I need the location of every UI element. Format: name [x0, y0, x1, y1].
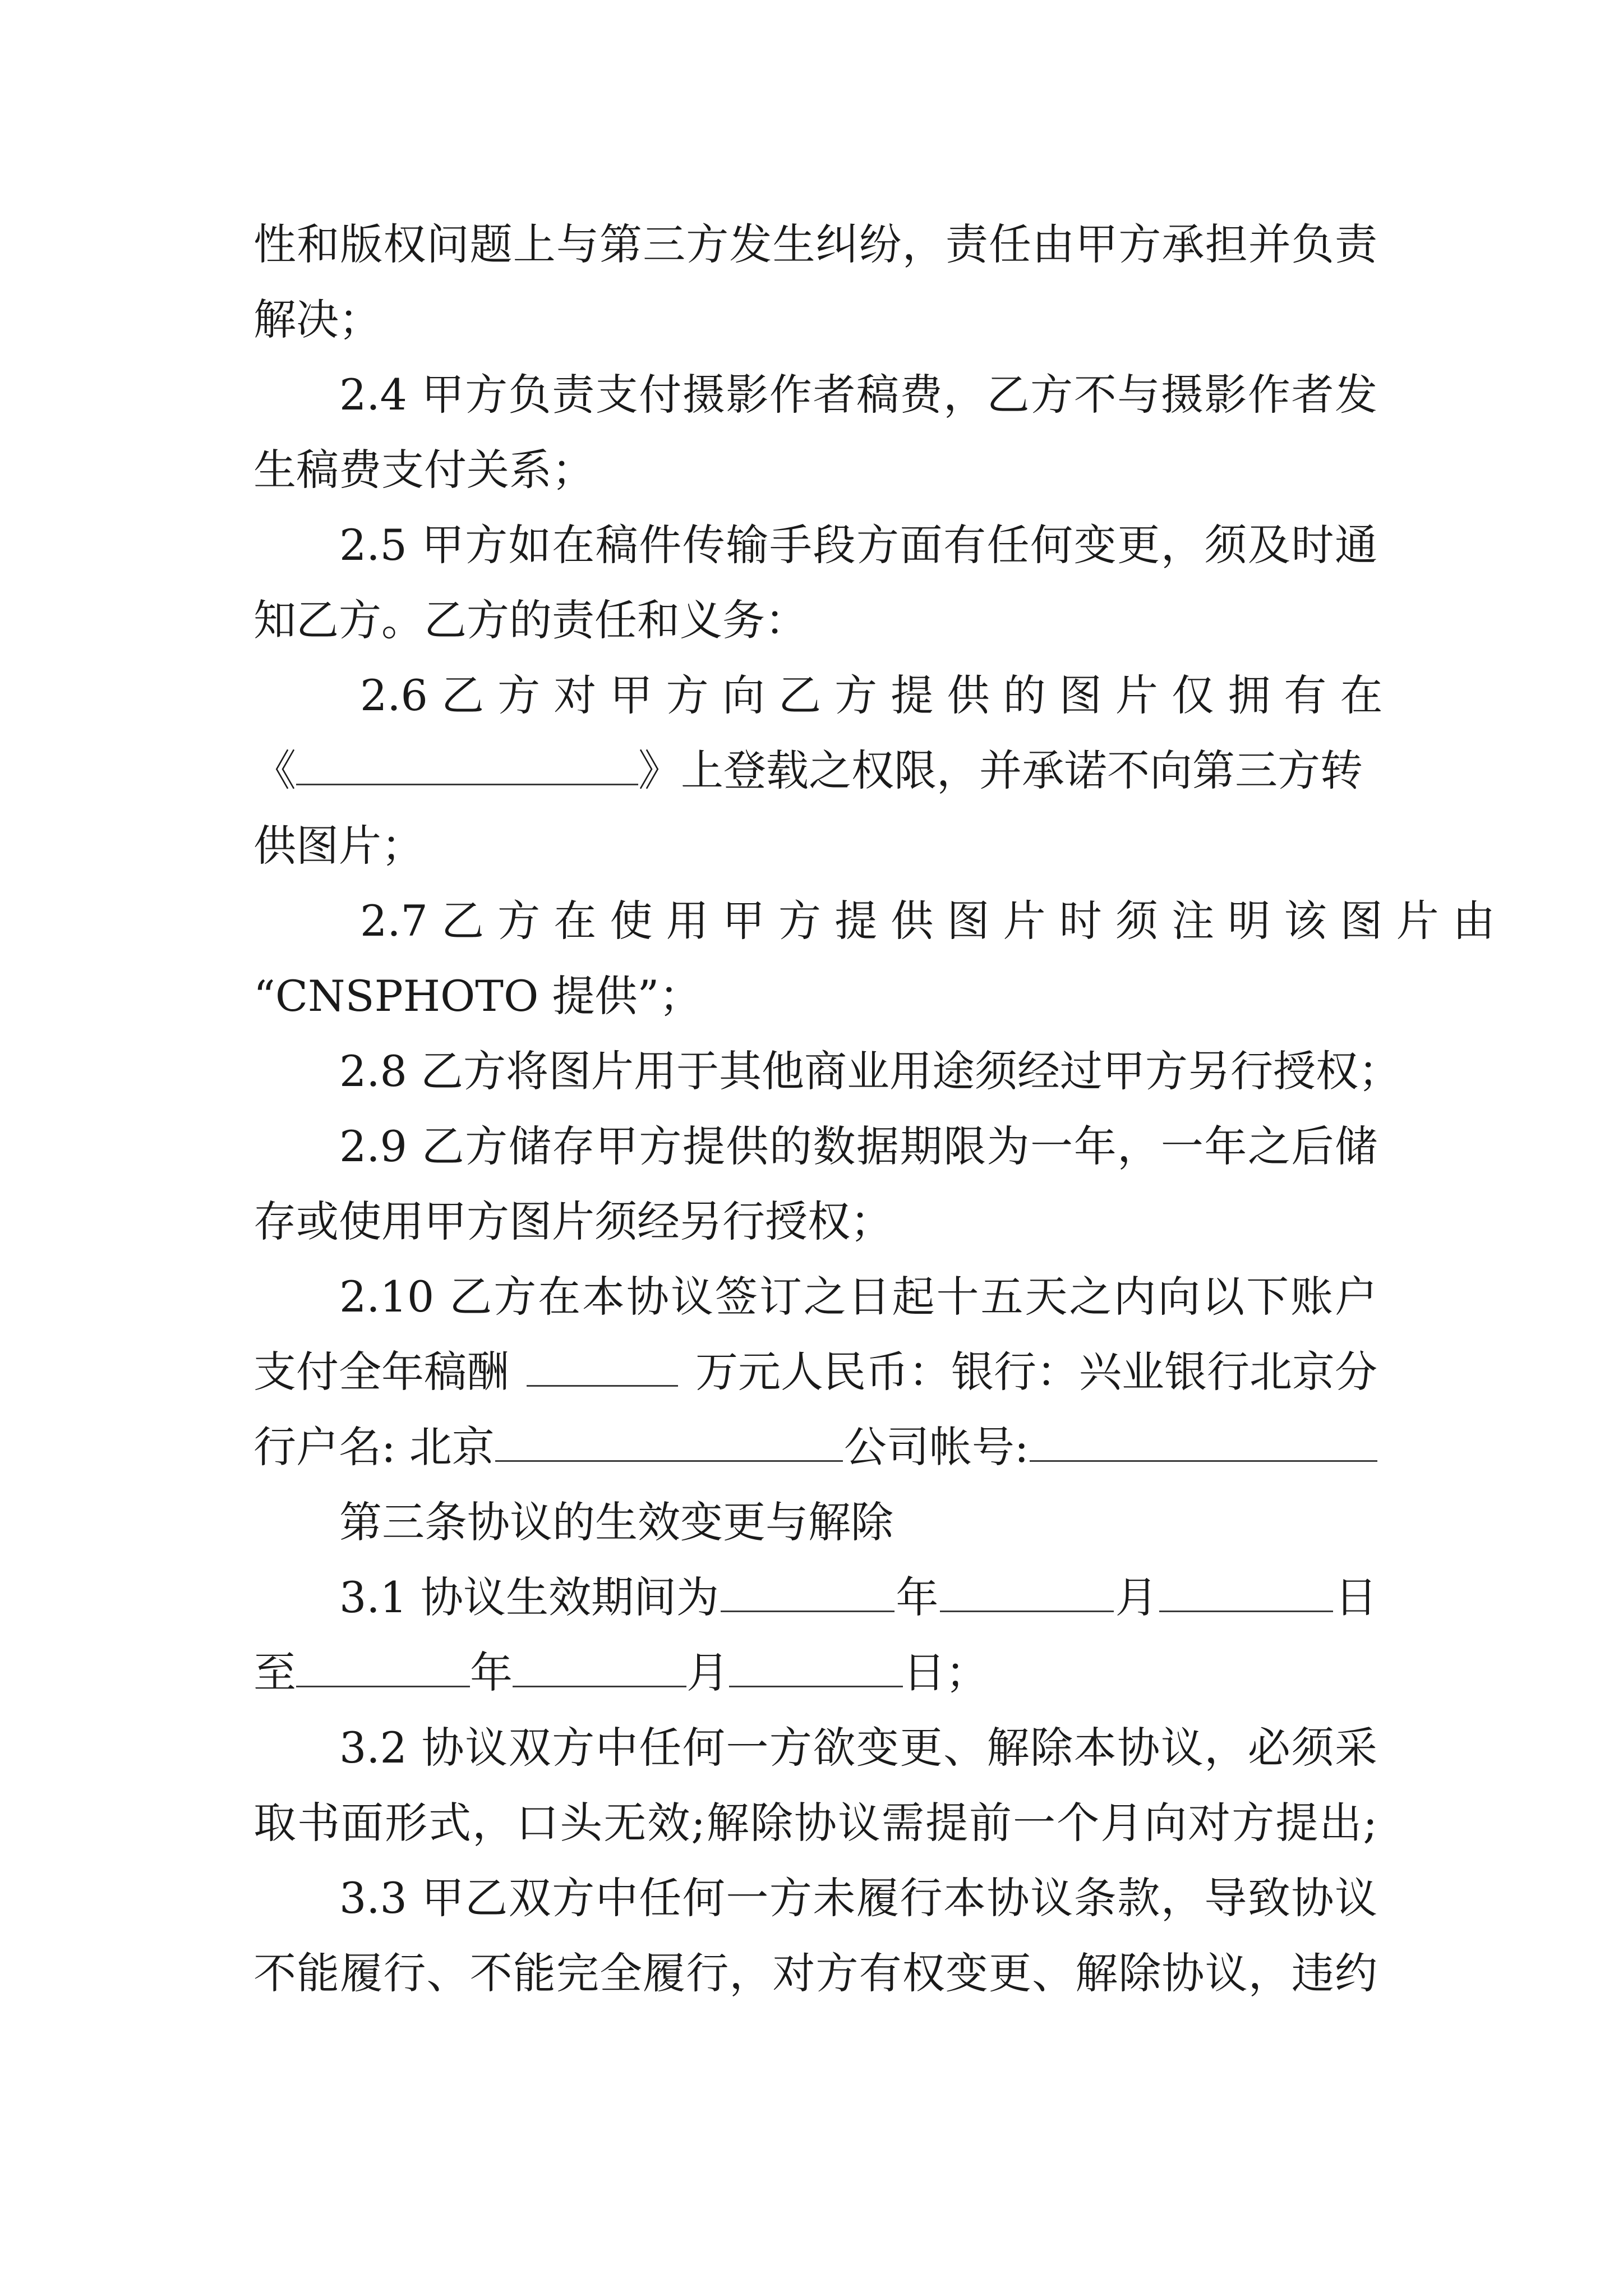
paragraph-line	[253, 743, 1377, 799]
clause-2-6: 2.6 乙 方 对 甲 方 向 乙 方 提 供 的 图 片 仅 拥 有 在	[360, 670, 1383, 720]
paragraph-line: 存或使用甲方图片须经另行授权；	[253, 1197, 893, 1246]
paragraph-text: 年	[470, 1648, 513, 1697]
paragraph-text: 支付全年稿酬	[253, 1347, 509, 1397]
paragraph-line: 解决；	[253, 295, 381, 344]
paragraph-text: 月	[686, 1648, 729, 1697]
paragraph-line	[253, 1344, 1377, 1400]
clause-2-9: 2.9 乙方储存甲方提供的数据期限为一年，一年之后储	[339, 1121, 1377, 1171]
paragraph-line	[253, 1419, 1377, 1475]
clause-2-4: 2.4 甲方负责支付摄影作者稿费，乙方不与摄影作者发	[339, 370, 1377, 420]
day-blank	[1159, 1573, 1333, 1612]
paragraph-line: 取书面形式，口头无效;解除协议需提前一个月向对方提出;	[253, 1798, 1377, 1848]
paragraph-text: 月	[1115, 1572, 1158, 1622]
paragraph-text: 年	[896, 1572, 939, 1622]
paragraph-text: 日；	[903, 1648, 988, 1697]
paragraph-text: 万元人民币：银行：兴业银行北京分	[695, 1347, 1377, 1397]
section-heading: 第三条协议的生效变更与解除	[339, 1497, 893, 1547]
paragraph-text: 》上登载之权限，并承诺不向第三方转	[638, 746, 1363, 795]
paragraph-text: 3.1 协议生效期间为	[339, 1572, 720, 1622]
paragraph-line: 生稿费支付关系；	[253, 445, 594, 495]
amount-blank	[527, 1348, 678, 1387]
month-blank	[513, 1649, 686, 1687]
paragraph-line: “CNSPHOTO 提供”；	[253, 971, 702, 1021]
paragraph-text: 至	[253, 1648, 296, 1697]
clause-3-1	[339, 1570, 1377, 1626]
paragraph-line: 不能履行、不能完全履行，对方有权变更、解除协议，违约	[253, 1948, 1377, 1998]
month-blank	[940, 1573, 1114, 1612]
paragraph-text: 公司帐号:	[843, 1422, 1029, 1472]
clause-2-7: 2.7 乙 方 在 使 用 甲 方 提 供 图 片 时 须 注 明 该 图 片 由	[360, 896, 1495, 946]
publication-name-blank	[296, 747, 638, 785]
paragraph-line	[253, 1645, 1377, 1701]
paragraph-text: 行户名: 北京	[253, 1422, 495, 1472]
clause-2-10: 2.10 乙方在本协议签订之日起十五天之内向以下账户	[339, 1272, 1377, 1322]
clause-3-3: 3.3 甲乙双方中任何一方未履行本协议条款，导致协议	[339, 1873, 1377, 1923]
paragraph-text: 日	[1334, 1572, 1377, 1622]
account-name-blank	[495, 1423, 843, 1462]
year-blank	[296, 1649, 470, 1687]
bracket-open: 《	[253, 746, 296, 795]
day-blank	[729, 1649, 903, 1687]
clause-2-5: 2.5 甲方如在稿件传输手段方面有任何变更，须及时通	[339, 520, 1377, 570]
year-blank	[721, 1573, 895, 1612]
paragraph-line: 供图片；	[253, 821, 424, 871]
clause-3-2: 3.2 协议双方中任何一方欲变更、解除本协议，必须采	[339, 1723, 1377, 1773]
clause-2-8: 2.8 乙方将图片用于其他商业用途须经过甲方另行授权；	[339, 1046, 1401, 1096]
account-number-blank	[1030, 1423, 1377, 1462]
paragraph-line: 性和版权问题上与第三方发生纠纷，责任由甲方承担并负责	[253, 219, 1377, 269]
paragraph-line: 知乙方。乙方的责任和义务：	[253, 595, 808, 645]
